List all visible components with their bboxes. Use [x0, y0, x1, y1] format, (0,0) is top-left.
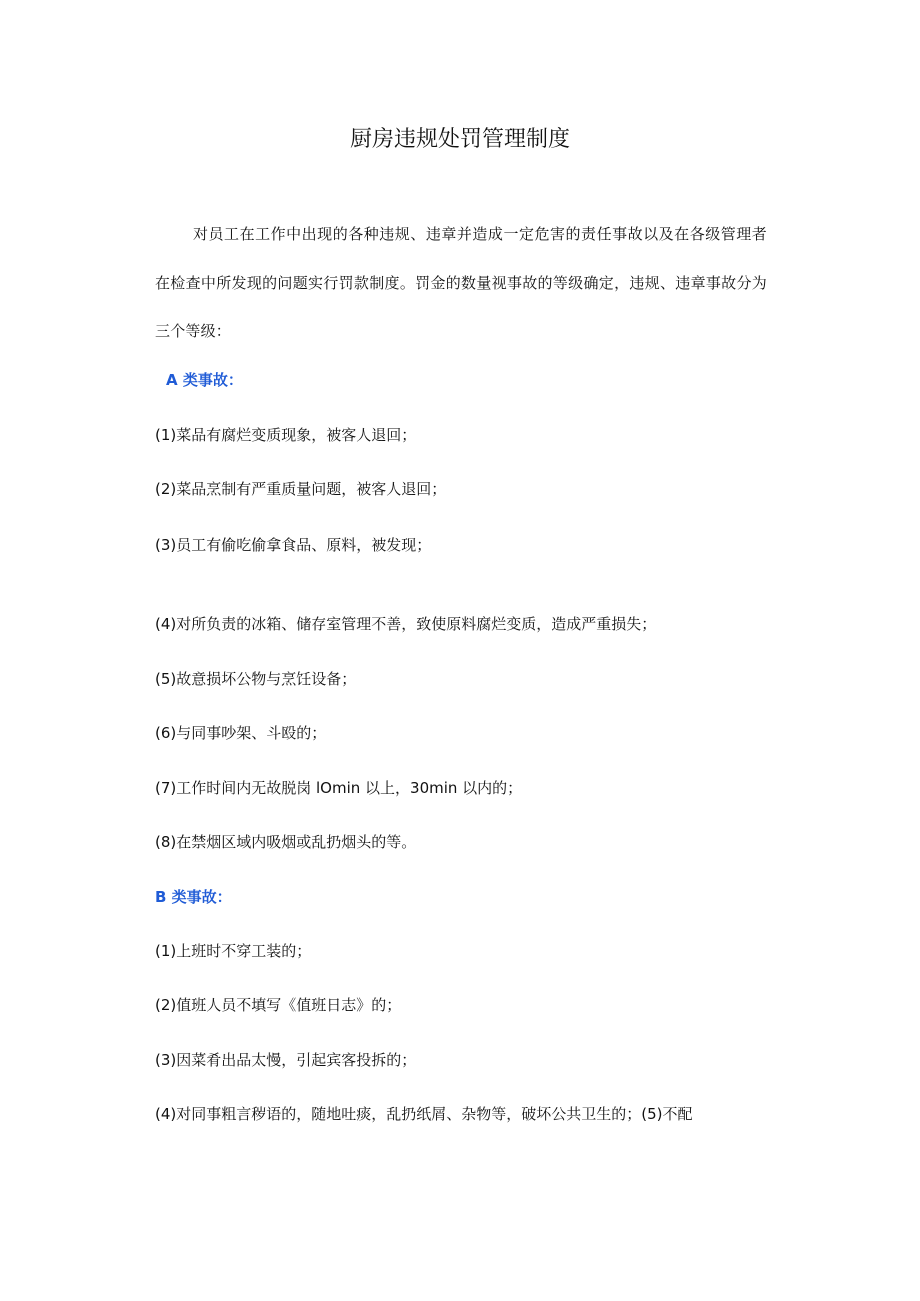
list-item: (2)菜品烹制有严重质量问题，被客人退回； [155, 480, 447, 498]
list-item: (6)与同事吵架、斗殴的； [155, 724, 327, 742]
list-item: (3)因菜肴出品太慢，引起宾客投拆的； [155, 1051, 417, 1069]
list-item: (4)对所负责的冰箱、储存室管理不善，致使原料腐烂变质，造成严重损失； [155, 615, 657, 633]
list-item: (2)值班人员不填写《值班日志》的； [155, 996, 402, 1014]
list-item: (3)员工有偷吃偷拿食品、原料，被发现； [155, 536, 432, 554]
list-item: (1)上班时不穿工装的； [155, 942, 312, 960]
section-b-heading: B 类事故： [155, 888, 232, 906]
document-title: 厨房违规处罚管理制度 [349, 127, 570, 152]
intro-paragraph: 对员工在工作中出现的各种违规、违章并造成一定危害的责任事故以及在各级管理者在检查中所发现的问题实行罚款制度。罚金的数量视事故的等级确定，违规、违章事故分为三个等级： [155, 225, 767, 340]
section-a-heading: A 类事故： [166, 371, 243, 389]
list-item: (1)菜品有腐烂变质现象，被客人退回； [155, 426, 417, 444]
list-item: (8)在禁烟区域内吸烟或乱扔烟头的等。 [155, 833, 417, 851]
list-item: (5)故意损坏公物与烹饪设备； [155, 670, 357, 688]
list-item: (7)工作时间内无故脱岗 lOmin 以上，30min 以内的； [155, 779, 523, 797]
list-item: (4)对同事粗言秽语的，随地吐痰，乱扔纸屑、杂物等，破坏公共卫生的；(5)不配 [155, 1105, 693, 1123]
